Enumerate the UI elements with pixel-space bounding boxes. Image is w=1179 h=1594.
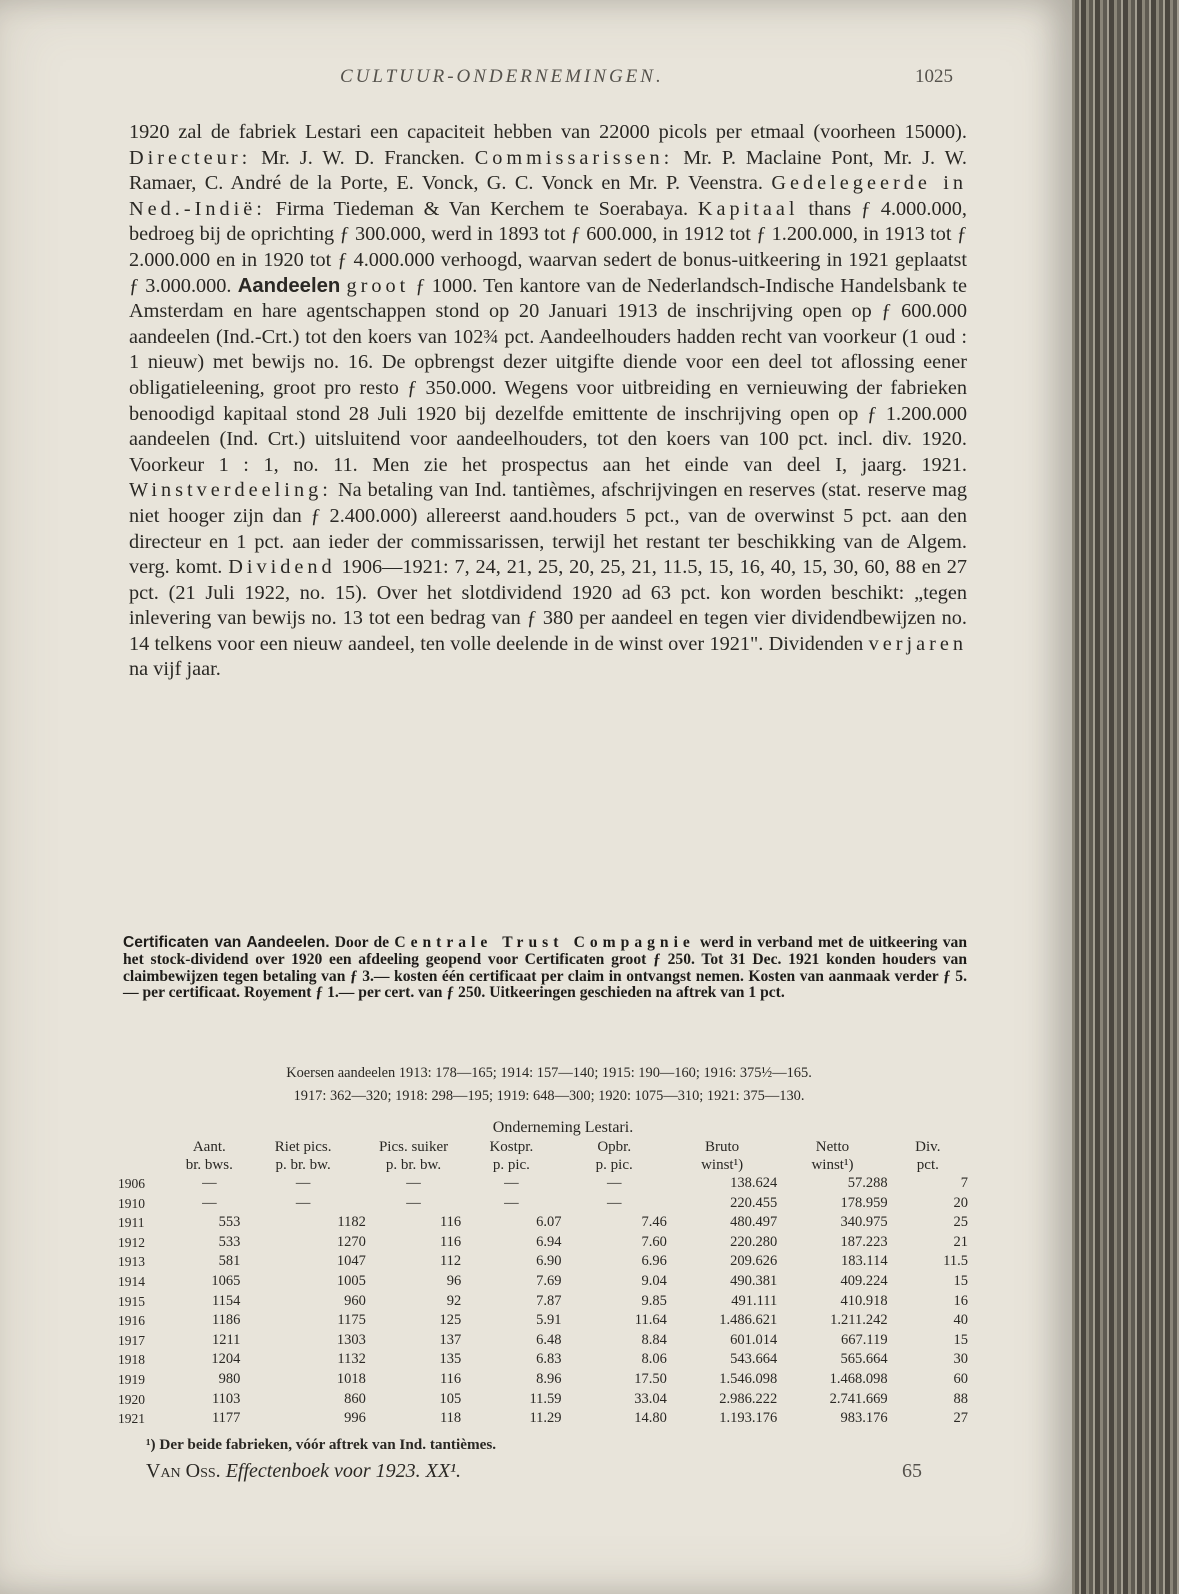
running-head: CULTUUR-ONDERNEMINGEN. (340, 66, 664, 87)
table-cell: 1177 (211, 1410, 241, 1427)
table-cell: 2.741.669 (829, 1390, 888, 1407)
table-cell: 105 (439, 1390, 462, 1407)
table-row (118, 1233, 968, 1253)
page-number: 1025 (915, 66, 953, 87)
description-paragraph (129, 120, 967, 683)
table-cell: 983.176 (840, 1410, 888, 1427)
table-cell: 8.84 (641, 1331, 667, 1348)
table-cell: 7.60 (641, 1233, 667, 1250)
year-cell: 1914 (118, 1273, 145, 1289)
year-cell: 1918 (118, 1352, 145, 1368)
table-cell: 125 (439, 1312, 462, 1329)
table-row (118, 1409, 968, 1429)
certificaten-section (123, 935, 967, 1002)
table-row (118, 1390, 968, 1410)
column-header: Opbr. (597, 1139, 632, 1155)
table-cell: 581 (218, 1253, 241, 1270)
table-cell: 2.986.222 (719, 1390, 778, 1407)
table-cell: — (295, 1194, 311, 1211)
table-cell: 410.918 (840, 1292, 888, 1309)
column-header: Bruto (704, 1139, 740, 1155)
share-prices (130, 1062, 968, 1108)
table-cell: 17.50 (634, 1370, 667, 1387)
directeur-label: Directeur: (129, 146, 252, 169)
table-cell: 1018 (336, 1370, 366, 1387)
table-cell: 1.546.098 (719, 1370, 778, 1387)
year-cell: 1913 (118, 1254, 145, 1270)
table-cell: 960 (344, 1292, 366, 1309)
table-cell: — (406, 1194, 421, 1211)
share-prices-line: 1917: 362—320; 1918: 298—195; 1919: 648—300; 1920: 1075—310; 1921: 375—130. (293, 1088, 805, 1104)
table-cell: 409.224 (840, 1272, 888, 1289)
table-cell: 6.96 (641, 1253, 667, 1270)
volume: XX¹. (425, 1460, 462, 1482)
book-title: Effectenboek voor 1923. (225, 1460, 421, 1482)
lestari-table (118, 1138, 968, 1429)
table-row (118, 1213, 968, 1233)
table-cell: 88 (953, 1390, 968, 1407)
text-run: ƒ 1000. Ten kantore van de Nederlandsch-Indische Handelsbank te Amsterdam en hare agentschappen stond op 20 Januari 1913 de inschrijving open op ƒ 600.000 aandeelen (Ind.-Crt.) tot den koers van 102¾ pct. Aandeelhouders hadden recht van voorkeur (1 oud : 1 nieuw) met bewijs no. 16. De opbrengst dezer uitgifte diende voor een deel tot aflossing eener obligatieleening, groot pro resto ƒ 350.000. Wegens voor uitbreiding en vernieuwing der fabrieken benoodigd kapitaal stond 28 Juli 1920 bij dezelfde emittente de inschrijving open op ƒ 1.200.000 aandeelen (Ind. Crt.) uitsluitend voor aandeelhouders, tot den koers van 100 pct. incl. div. 1920. Voorkeur 1 : 1, no. 11. Men zie het prospectus aan het einde van deel I, jaarg. 1921. (129, 274, 967, 476)
text-run: Firma Tiedeman & Van Kerchem te Soerabaya. (265, 197, 689, 220)
text-run: Na betaling van Ind. tantièmes, afschrijvingen en reserves (stat. reserve mag niet hooger zijn dan ƒ 2.400.000) allereerst aand.houders 5 pct., van de overwinst 5 pct. aan den directeur en 1 pct. aan ieder der commissarissen, terwijl het restant ter beschikking van de Algem. verg. komt. (129, 479, 967, 579)
table-cell: 118 (439, 1410, 462, 1427)
dividend-label: Dividend (228, 556, 336, 579)
column-header: Aant. (192, 1139, 226, 1155)
company-description (129, 120, 967, 683)
lestari-table-section (118, 1119, 968, 1429)
year-cell: 1911 (118, 1215, 145, 1231)
table-cell: 116 (439, 1214, 462, 1231)
table-cell: 33.04 (634, 1390, 667, 1407)
book-spine (1072, 0, 1179, 1594)
text-run: 1920 zal de fabriek Lestari een capaciteit hebben van 22000 picols per etmaal (voorheen 15000). (129, 121, 967, 143)
year-cell: 1921 (118, 1411, 145, 1427)
table-cell: 1186 (211, 1312, 241, 1329)
table-cell: 7.46 (641, 1214, 667, 1231)
table-cell: 1154 (211, 1292, 241, 1309)
table-cell: 135 (439, 1351, 462, 1368)
publisher: Van Oss. (146, 1460, 221, 1482)
table-cell: 667.119 (841, 1331, 888, 1348)
table-cell: 30 (953, 1351, 968, 1368)
table-cell: 1.486.621 (719, 1312, 778, 1329)
trust-name: Centrale Trust Compagnie (394, 934, 695, 951)
column-header: br. bws. (185, 1157, 233, 1173)
table-cell: 533 (218, 1233, 241, 1250)
table-cell: 1270 (336, 1233, 366, 1250)
winstverdeeling-label: Winstverdeeling: (129, 479, 332, 502)
year-cell: 1916 (118, 1313, 145, 1329)
column-header (118, 1138, 178, 1156)
table-cell: — (606, 1175, 622, 1191)
year-cell: 1906 (118, 1176, 145, 1191)
table-cell: 480.497 (730, 1214, 778, 1231)
table-cell: 7.87 (536, 1292, 562, 1309)
text-run: Mr. J. W. D. Francken. (251, 146, 465, 169)
table-title: Onderneming Lestari. (492, 1119, 634, 1136)
table-cell: 220.455 (730, 1194, 778, 1211)
groot-label: groot (346, 274, 410, 297)
column-header: Div. (915, 1139, 941, 1155)
table-cell: 8.96 (536, 1370, 562, 1387)
table-cell: 137 (439, 1331, 462, 1348)
table-cell: 491.111 (731, 1292, 778, 1309)
verjaren-label: verjaren (868, 632, 967, 655)
text-run: Mr. P. Maclaine Pont, Mr. J. W. Ramaer, C. André de la Porte, E. Vonck, G. C. Vonck en Mr. P. Veenstra. (129, 146, 967, 195)
table-cell: 7 (960, 1175, 968, 1191)
kapitaal-label: Kapitaal (697, 197, 799, 220)
table-footnote: ¹) Der beide fabrieken, vóór aftrek van Ind. tantièmes. (146, 1436, 497, 1453)
table-cell: 92 (446, 1292, 462, 1309)
table-row (118, 1350, 968, 1370)
column-header: p. pic. (492, 1157, 530, 1173)
table-cell: 183.114 (841, 1253, 888, 1270)
table-cell: 25 (953, 1214, 968, 1231)
text-run: na vijf jaar. (129, 658, 221, 681)
certificaten-title: Certificaten van Aandeelen. (123, 934, 330, 951)
table-cell: 40 (953, 1312, 968, 1329)
column-header: p. pic. (595, 1157, 633, 1173)
table-cell: 11.59 (529, 1390, 562, 1407)
table-cell: 1.193.176 (719, 1410, 778, 1427)
page-footer (146, 1460, 976, 1490)
table-cell: — (202, 1175, 217, 1191)
table-cell: — (202, 1194, 217, 1211)
table-cell: 5.91 (536, 1312, 562, 1329)
table-cell: 1065 (211, 1272, 241, 1289)
table-cell: 96 (446, 1272, 462, 1289)
table-header-row (118, 1156, 968, 1174)
year-cell: 1912 (118, 1234, 145, 1250)
table-header-row (118, 1138, 968, 1156)
column-header: Kostpr. (489, 1139, 534, 1155)
table-cell: 11.5 (943, 1253, 968, 1270)
table-cell: 178.959 (840, 1194, 888, 1211)
table-cell: 116 (439, 1370, 462, 1387)
column-header: p. br. bw. (385, 1157, 442, 1173)
table-cell: 57.288 (847, 1175, 888, 1191)
column-header: Pics. suiker (378, 1139, 449, 1155)
column-header (118, 1156, 178, 1174)
year-cell: 1920 (118, 1391, 145, 1407)
table-cell: — (606, 1194, 622, 1211)
column-header: winst¹) (811, 1157, 854, 1173)
aandeelen-label: Aandeelen (237, 274, 341, 297)
table-cell: 11.64 (634, 1312, 667, 1329)
text-run: thans ƒ 4.000.000, bedroeg bij de oprichting ƒ 300.000, werd in 1893 tot ƒ 600.000, in 1912 tot ƒ 1.200.000, in 1913 tot ƒ 2.000.000 en in 1920 tot ƒ 4.000.000 verhoogd, waarvan sedert de bonus-uitkeering in 1921 geplaatst ƒ 3.000.000. (129, 197, 967, 297)
table-cell: 9.04 (641, 1272, 667, 1289)
table-cell: 187.223 (840, 1233, 888, 1250)
table-cell: 15 (953, 1331, 968, 1348)
sheet-number: 65 (902, 1460, 922, 1482)
table-cell: 11.29 (529, 1410, 562, 1427)
table-cell: 16 (953, 1292, 968, 1309)
share-prices-line: Koersen aandeelen 1913: 178—165; 1914: 157—140; 1915: 190—160; 1916: 375½—165. (286, 1065, 812, 1081)
table-cell: 1005 (336, 1272, 366, 1289)
table-cell: 8.06 (641, 1351, 667, 1368)
page-header (0, 66, 1072, 96)
table-cell: — (295, 1175, 311, 1191)
table-cell: 6.83 (536, 1351, 562, 1368)
text-run: werd in verband met de uitkeering van het stock-dividend over 1920 een afdeeling geopend voor Certificaten groot ƒ 250. Tot 31 Dec. 1921 konden houders van claimbewijzen tegen betaling van ƒ 3.— kosten één certificaat per claim in ontvangst nemen. Kosten van aanmaak verder ƒ 5.— per certificaat. Royement ƒ 1.— per cert. van ƒ 250. Uitkeeringen geschieden na aftrek van 1 pct. (123, 934, 967, 1002)
column-header: Netto (815, 1139, 850, 1155)
table-cell: 138.624 (730, 1175, 778, 1191)
table-row (118, 1292, 968, 1312)
table-row (118, 1272, 968, 1292)
table-cell: 112 (439, 1253, 462, 1270)
table-cell: 1.468.098 (829, 1370, 888, 1387)
table-cell: 1103 (211, 1390, 241, 1407)
year-cell: 1910 (118, 1195, 145, 1211)
year-cell: 1919 (118, 1371, 145, 1387)
table-cell: 6.48 (536, 1331, 562, 1348)
table-cell: 565.664 (840, 1351, 888, 1368)
column-header: p. br. bw. (275, 1157, 331, 1173)
table-cell: 1.211.242 (830, 1312, 888, 1329)
table-cell: 15 (953, 1272, 968, 1289)
table-cell: 6.90 (536, 1253, 562, 1270)
table-body (118, 1174, 968, 1429)
table-cell: 27 (953, 1410, 968, 1427)
column-header: Riet pics. (274, 1139, 332, 1155)
table-cell: 220.280 (730, 1233, 778, 1250)
table-cell: 553 (218, 1214, 241, 1231)
table-cell: — (504, 1194, 519, 1211)
table-row (118, 1194, 968, 1214)
table-cell: 14.80 (634, 1410, 667, 1427)
text-run: Door de (329, 934, 395, 951)
table-cell: 1047 (336, 1253, 366, 1270)
year-cell: 1915 (118, 1293, 145, 1309)
table-cell: 340.975 (840, 1214, 888, 1231)
column-header: pct. (916, 1157, 939, 1173)
table-cell: 9.85 (641, 1292, 667, 1309)
year-cell: 1917 (118, 1332, 145, 1348)
table-cell: 996 (344, 1410, 366, 1427)
table-cell: 860 (344, 1390, 366, 1407)
table-cell: 601.014 (730, 1331, 778, 1348)
text-run: 1906—1921: 7, 24, 21, 25, 20, 25, 21, 11.5, 15, 16, 40, 15, 30, 60, 88 en 27 pct. (21 Juli 1922, no. 15). Over het slotdividend 1920 ad 63 pct. kon worden beschikt: „tegen inlevering van bewijs no. 13 tot een bedrag van ƒ 380 per aandeel en tegen vier dividendbewijzen no. 14 telkens voor een nieuw aandeel, ten volle deelende in de winst over 1921". Dividenden (129, 556, 967, 655)
table-cell: 6.94 (536, 1233, 562, 1250)
table-cell: 209.626 (730, 1253, 778, 1270)
table-cell: 116 (439, 1233, 462, 1250)
table-cell: 980 (218, 1370, 241, 1387)
table-cell: 1204 (211, 1351, 241, 1368)
table-cell: — (504, 1175, 519, 1191)
table-cell: 543.664 (730, 1351, 778, 1368)
table-row (118, 1174, 968, 1194)
table-cell: — (406, 1175, 421, 1191)
book-reference (146, 1460, 461, 1483)
table-cell: 20 (953, 1194, 968, 1211)
table-cell: 21 (953, 1233, 968, 1250)
table-cell: 60 (953, 1370, 968, 1387)
column-header: winst¹) (701, 1157, 744, 1173)
table-cell: 1211 (211, 1331, 241, 1348)
table-row (118, 1311, 968, 1331)
table-cell: 1132 (337, 1351, 366, 1368)
table-row (118, 1331, 968, 1351)
table-cell: 1303 (336, 1331, 366, 1348)
table-cell: 6.07 (536, 1214, 562, 1231)
table-row (118, 1252, 968, 1272)
table-cell: 1175 (337, 1312, 366, 1329)
gedelegeerde-label: Gedelegeerde in Ned.-Indië: (129, 172, 967, 220)
commissarissen-label: Commissarissen: (474, 146, 674, 169)
table-cell: 1182 (337, 1214, 366, 1231)
table-row (118, 1370, 968, 1390)
table-cell: 7.69 (536, 1272, 562, 1289)
table-cell: 490.381 (730, 1272, 778, 1289)
